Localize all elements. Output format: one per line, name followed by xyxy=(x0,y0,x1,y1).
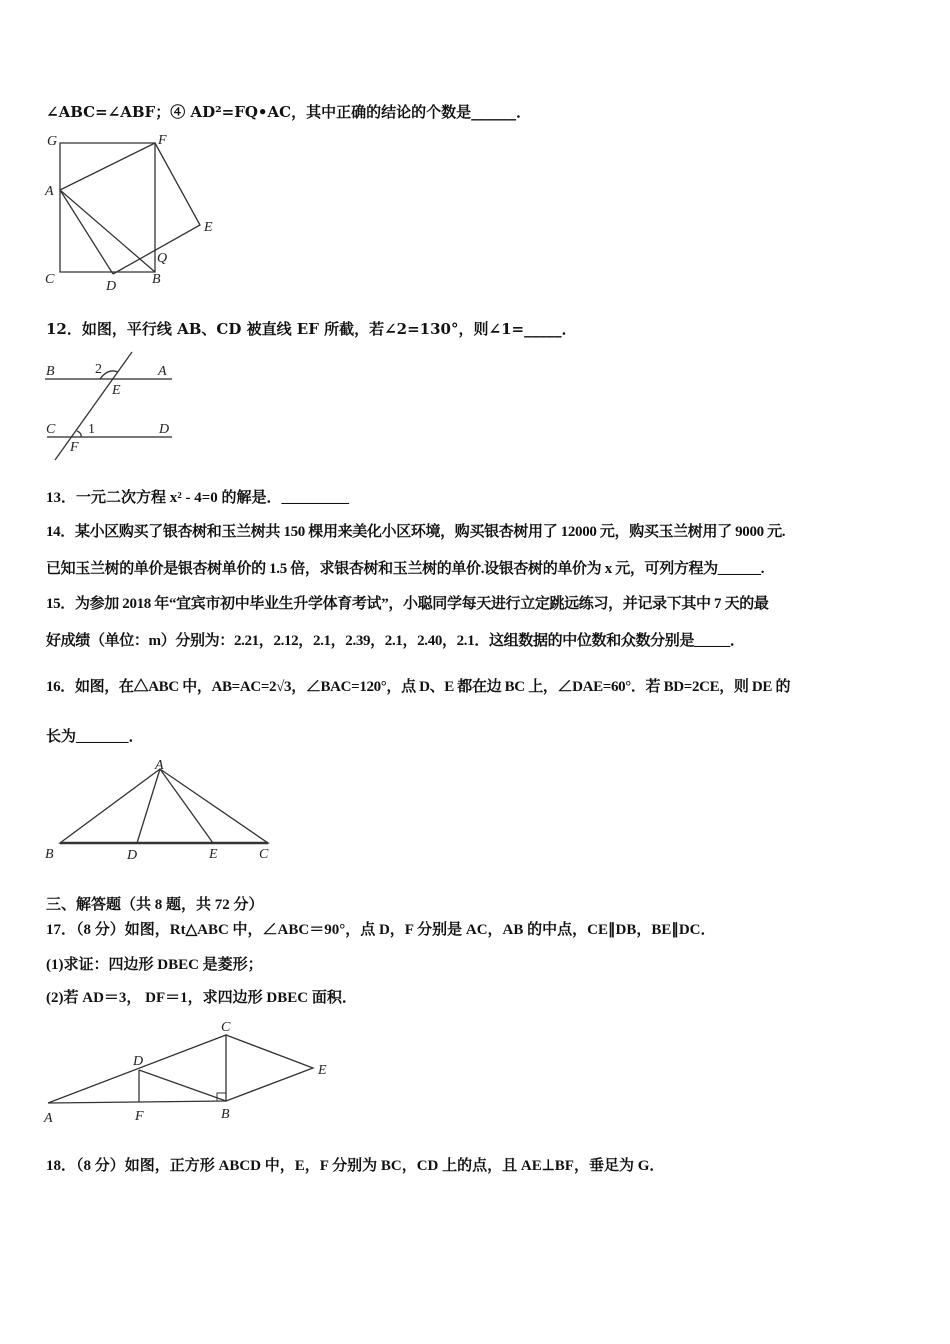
label-b: B xyxy=(46,364,55,379)
fig16-line-ae xyxy=(160,769,213,843)
label-a: A xyxy=(158,364,167,379)
label-e: E xyxy=(112,383,121,398)
label-b: B xyxy=(45,847,54,862)
label-b: B xyxy=(152,272,161,287)
question-16-line-2: 长为_______． xyxy=(46,729,144,745)
label-angle-2: 2 xyxy=(95,362,102,377)
fig16-line-ad xyxy=(137,769,160,843)
label-d: D xyxy=(106,279,117,294)
question-15-line-2: 好成绩（单位：m）分别为：2.21，2.12，2.1，2.39，2.1，2.40，2.1．这组数据的中位数和众数分别是_____． xyxy=(46,633,745,649)
question-17-part-1: (1)求证：四边形 DBEC 是菱形； xyxy=(46,957,263,973)
question-18: 18．（8 分）如图，正方形 ABCD 中，E，F 分别为 BC，CD 上的点，且 AE⊥BF，垂足为 G． xyxy=(46,1158,665,1174)
label-g: G xyxy=(47,134,58,149)
label-a: A xyxy=(45,184,54,199)
question-13: 13．一元二次方程 x² - 4=0 的解是．_________ xyxy=(46,490,350,506)
label-d: D xyxy=(159,422,170,437)
fig17-lines-ce-be xyxy=(226,1035,313,1101)
fig11-rectangle xyxy=(60,143,155,272)
label-e: E xyxy=(204,220,213,235)
question-15-line-1: 15．为参加 2018 年“宜宾市初中毕业生升学体育考试”，小聪同学每天进行立定跳远练习，并记录下其中 7 天的最 xyxy=(46,596,769,612)
label-b: B xyxy=(221,1107,230,1122)
label-angle-1: 1 xyxy=(88,422,95,437)
question-14-line-2: 已知玉兰树的单价是银杏树单价的 1.5 倍，求银杏树和玉兰树的单价.设银杏树的单价为 x 元，可列方程为______. xyxy=(46,561,765,577)
label-q: Q xyxy=(157,251,168,266)
question-11-tail: ∠ABC=∠ABF；④ AD²=FQ•AC，其中正确的结论的个数是______． xyxy=(46,103,532,121)
label-f: F xyxy=(70,440,79,455)
label-d: D xyxy=(133,1054,144,1069)
label-d: D xyxy=(127,848,138,863)
fig17-triangle-abc xyxy=(48,1035,226,1103)
question-16-line-1: 16．如图，在△ABC 中，AB=AC=2√3，∠BAC=120°，点 D、E 都在边 BC 上，∠DAE=60°．若 BD=2CE，则 DE 的 xyxy=(46,679,791,695)
question-17-part-2: (2)若 AD＝3， DF＝1，求四边形 DBEC 面积． xyxy=(46,990,357,1006)
label-f: F xyxy=(158,133,167,148)
fig12-line-ef xyxy=(55,352,132,460)
label-c: C xyxy=(259,847,269,862)
label-c: C xyxy=(45,272,55,287)
question-12: 12．如图，平行线 AB、CD 被直线 EF 所截，若∠2=130°，则∠1=_____． xyxy=(46,320,577,338)
label-e: E xyxy=(318,1063,327,1078)
section-3-heading: 三、解答题（共 8 题，共 72 分） xyxy=(46,897,264,913)
label-c: C xyxy=(46,422,56,437)
label-a: A xyxy=(155,758,164,773)
label-a: A xyxy=(44,1111,53,1126)
question-17: 17．（8 分）如图，Rt△ABC 中，∠ABC＝90°，点 D，F 分别是 AC，AB 的中点，CE∥DB，BE∥DC． xyxy=(46,922,716,938)
label-f: F xyxy=(135,1109,144,1124)
fig16-triangle xyxy=(60,769,268,843)
question-14-line-1: 14．某小区购买了银杏树和玉兰树共 150 棵用来美化小区环境，购买银杏树用了 12000 元，购买玉兰树用了 9000 元. xyxy=(46,524,786,540)
label-c: C xyxy=(221,1020,231,1035)
fig11-line-ad xyxy=(60,190,113,274)
label-e: E xyxy=(209,847,218,862)
fig11-line-ab xyxy=(60,190,155,272)
fig17-line-db xyxy=(139,1070,226,1101)
